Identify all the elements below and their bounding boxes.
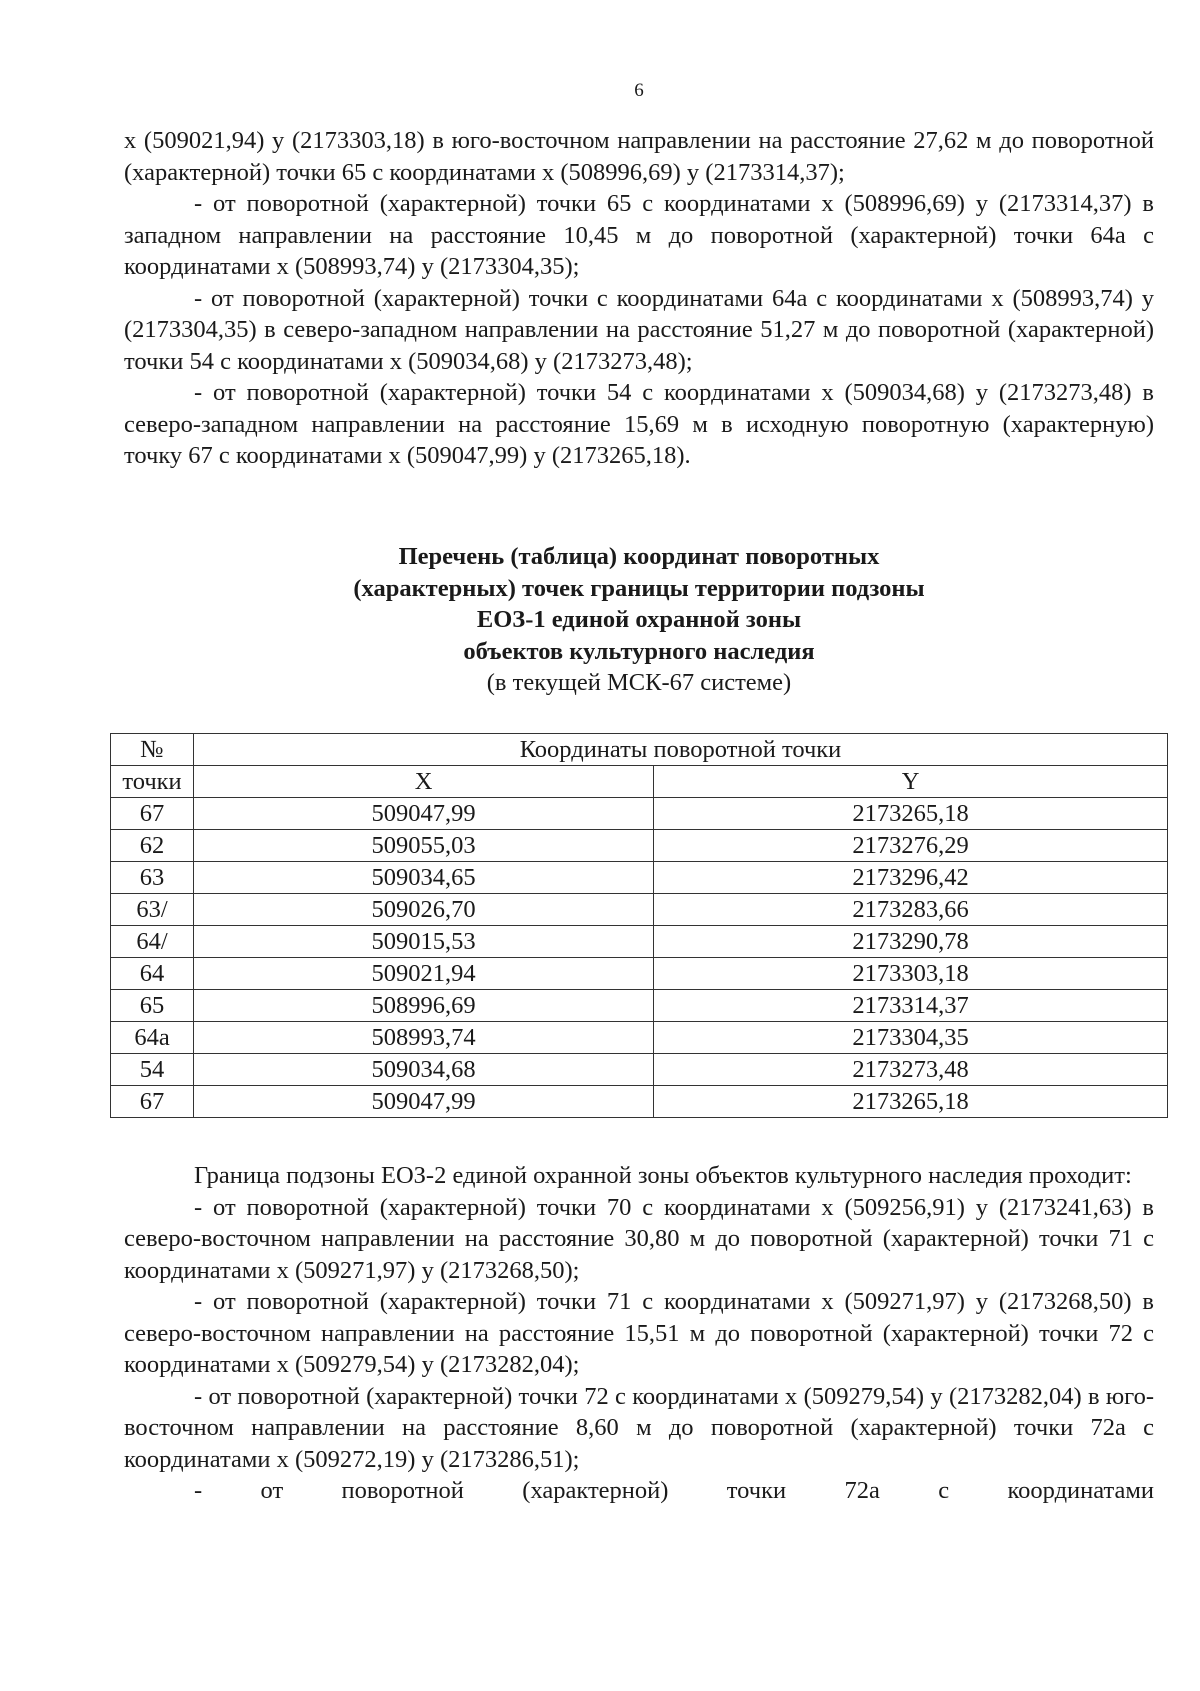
table-row <box>111 1022 1168 1054</box>
cell-x: 509034,68 <box>194 1054 654 1086</box>
page-number: 6 <box>634 80 644 101</box>
cell-x: 509026,70 <box>194 894 654 926</box>
cell-point: 64а <box>111 1022 194 1054</box>
paragraph: - от поворотной (характерной) точки 54 с координатами x (509034,68) y (2173273,48) в северо-западном направлении на расстояние 15,69 м в исходную поворотную (характерную) точку 67 с координатами x (509047,99) y (2173265,18). <box>124 379 1154 469</box>
table-body <box>111 798 1168 1118</box>
paragraph: x (509021,94) y (2173303,18) в юго-восточном направлении на расстояние 27,62 м до поворотной (характерной) точки 65 с координатами x (508996,69) y (2173314,37); <box>124 127 1154 186</box>
cell-y: 2173273,48 <box>654 1054 1168 1086</box>
table-row <box>111 926 1168 958</box>
table-row <box>111 1086 1168 1118</box>
cell-point: 63/ <box>111 894 194 926</box>
heading-line: объектов культурного наследия <box>463 637 815 665</box>
cell-y: 2173265,18 <box>654 798 1168 830</box>
paragraph: - от поворотной (характерной) точки 72 с координатами x (509279,54) y (2173282,04) в юго-восточном направлении на расстояние 8,60 м до поворотной (характерной) точки 72а с координатами x (509272,19) y (2173286,51); <box>124 1382 1154 1473</box>
cell-x: 509047,99 <box>194 798 654 830</box>
text-block-bottom <box>124 1160 1154 1507</box>
cell-point: 63 <box>111 862 194 894</box>
cell-x: 509015,53 <box>194 926 654 958</box>
text-block-top <box>124 125 1154 472</box>
cell-x: 508996,69 <box>194 990 654 1022</box>
cell-point: 65 <box>111 990 194 1022</box>
header-y: Y <box>654 766 1168 798</box>
paragraph: - от поворотной (характерной) точки 65 с координатами x (508996,69) y (2173314,37) в западном направлении на расстояние 10,45 м до поворотной (характерной) точки 64а с координатами x (508993,74) y (2173304,35); <box>124 190 1154 280</box>
cell-y: 2173276,29 <box>654 830 1168 862</box>
coordinates-table <box>110 733 1168 1118</box>
paragraph: Граница подзоны ЕОЗ-2 единой охранной зоны объектов культурного наследия проходит: <box>194 1162 1132 1189</box>
heading-line: ЕОЗ-1 единой охранной зоны <box>476 606 802 633</box>
cell-x: 509021,94 <box>194 958 654 990</box>
header-point-number: № <box>111 734 194 766</box>
paragraph: - от поворотной (характерной) точки с координатами 64а с координатами x (508993,74) y (2173304,35) в северо-западном направлении на расстояние 51,27 м до поворотной (характерной) точки 54 с координатами x (509034,68) y (2173273,48); <box>124 284 1154 375</box>
heading-line: Перечень (таблица) координат поворотных <box>398 543 880 570</box>
table-heading <box>124 541 1154 699</box>
table-row <box>111 990 1168 1022</box>
cell-point: 64 <box>111 958 194 990</box>
cell-y: 2173314,37 <box>654 990 1168 1022</box>
cell-point: 54 <box>111 1054 194 1086</box>
table-row <box>111 958 1168 990</box>
cell-y: 2173290,78 <box>654 926 1168 958</box>
cell-point: 67 <box>111 798 194 830</box>
cell-x: 509055,03 <box>194 830 654 862</box>
header-point-number-label: точки <box>111 766 194 798</box>
document-page <box>124 0 1154 1691</box>
cell-point: 64/ <box>111 926 194 958</box>
table-row <box>111 1054 1168 1086</box>
header-x: X <box>194 766 654 798</box>
header-coordinates: Координаты поворотной точки <box>194 734 1168 766</box>
cell-y: 2173283,66 <box>654 894 1168 926</box>
cell-y: 2173303,18 <box>654 958 1168 990</box>
cell-point: 67 <box>111 1086 194 1118</box>
heading-subtitle: (в текущей МСК-67 системе) <box>486 669 792 696</box>
cell-x: 509034,65 <box>194 862 654 894</box>
cell-x: 509047,99 <box>194 1086 654 1118</box>
heading-line: (характерных) точек границы территории подзоны <box>353 574 925 602</box>
cell-y: 2173304,35 <box>654 1022 1168 1054</box>
paragraph: - от поворотной (характерной) точки 72а с координатами <box>194 1477 1154 1504</box>
table-row <box>111 798 1168 830</box>
paragraph: - от поворотной (характерной) точки 70 с координатами x (509256,91) y (2173241,63) в северо-восточном направлении на расстояние 30,80 м до поворотной (характерной) точки 71 с координатами x (509271,97) y (2173268,50); <box>124 1193 1154 1284</box>
paragraph: - от поворотной (характерной) точки 71 с координатами x (509271,97) y (2173268,50) в северо-восточном направлении на расстояние 15,51 м до поворотной (характерной) точки 72 с координатами x (509279,54) y (2173282,04); <box>124 1288 1154 1378</box>
table-row <box>111 830 1168 862</box>
cell-y: 2173265,18 <box>654 1086 1168 1118</box>
cell-y: 2173296,42 <box>654 862 1168 894</box>
table-row <box>111 862 1168 894</box>
cell-point: 62 <box>111 830 194 862</box>
table-row <box>111 894 1168 926</box>
cell-x: 508993,74 <box>194 1022 654 1054</box>
